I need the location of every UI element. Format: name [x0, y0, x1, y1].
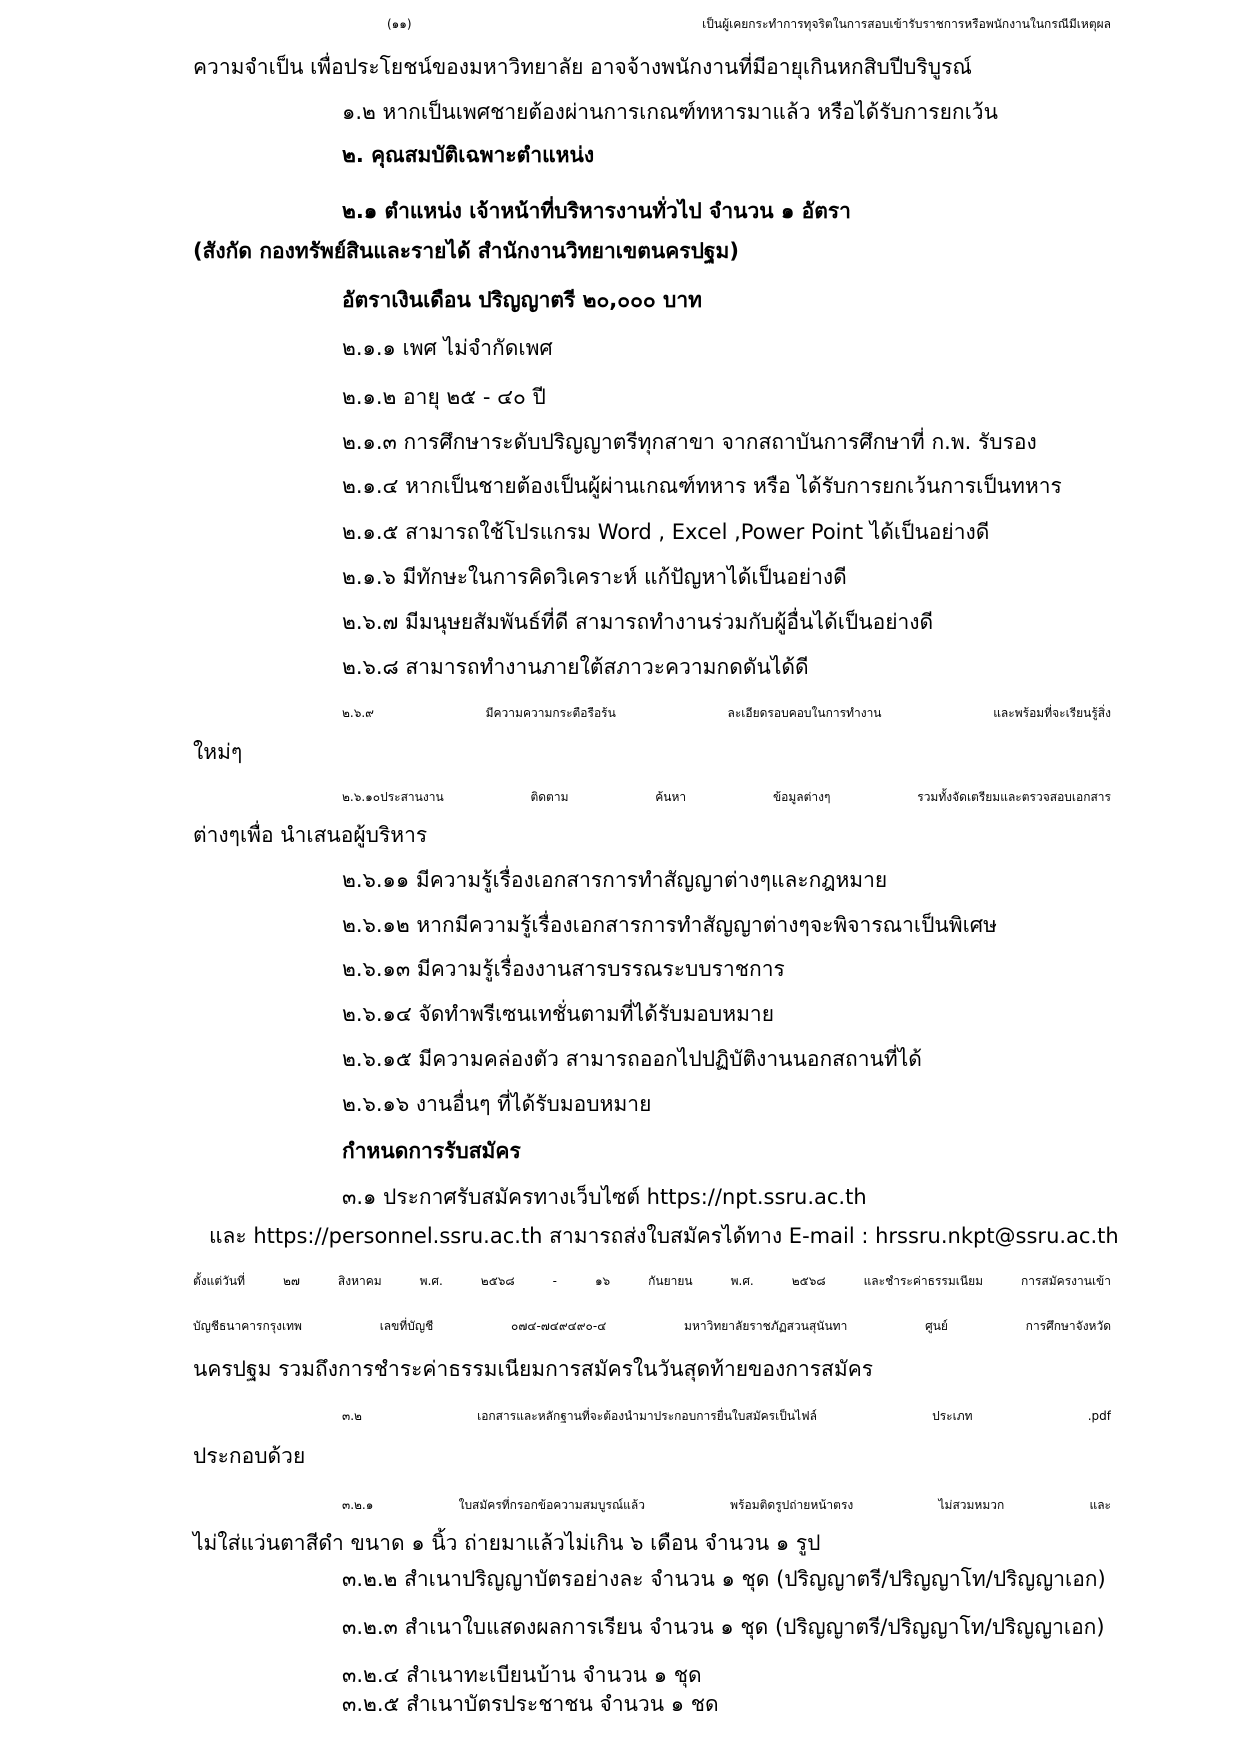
list-item: ๒.๑.๕ สามารถใช้โปรแกรม Word , Excel ,Power Point ได้เป็นอย่างดี — [342, 520, 990, 544]
paragraph-line: ตั้งแต่วันที่ ๒๗ สิงหาคม พ.ศ. ๒๕๖๘ - ๑๖ กันยายน พ.ศ. ๒๕๖๘ และชำระค่าธรรมเนียม การสมัครงานเข้า — [193, 1274, 1111, 1288]
salary-line: อัตราเงินเดือน ปริญญาตรี ๒๐,๐๐๐ บาท — [342, 288, 702, 312]
list-item: ๒.๑.๒ อายุ ๒๕ - ๔๐ ปี — [342, 385, 546, 409]
list-item: ๓.๒.๑ ใบสมัครที่กรอกข้อความสมบูรณ์แล้ว พร้อมติดรูปถ่ายหน้าตรง ไม่สวมหมวก และ — [342, 1498, 1111, 1512]
paragraph-line: บัญชีธนาคารกรุงเทพ เลขที่บัญชี ๐๗๔-๗๔๙๔๙๐-๔ มหาวิทยาลัยราชภัฏสวนสุนันทา ศูนย์ การศึกษาจังหวัด — [193, 1319, 1111, 1333]
list-item: ๒.๑.๑ เพศ ไม่จำกัดเพศ — [342, 336, 553, 360]
paragraph-line: และ https://personnel.ssru.ac.th สามารถส่งใบสมัครได้ทาง E-mail : hrssru.nkpt@ssru.ac.th — [209, 1224, 1119, 1248]
list-item: ๒.๖.๑๖ งานอื่นๆ ที่ได้รับมอบหมาย — [342, 1092, 652, 1116]
list-item-continuation: ประกอบด้วย — [193, 1444, 306, 1468]
section-heading: ๒. คุณสมบัติเฉพาะตำแหน่ง — [342, 143, 595, 167]
position-heading: ๒.๑ ตำแหน่ง เจ้าหน้าที่บริหารงานทั่วไป จำนวน ๑ อัตรา — [342, 199, 851, 223]
list-item: ๒.๑.๔ หากเป็นชายต้องเป็นผู้ผ่านเกณฑ์ทหาร หรือ ได้รับการยกเว้นการเป็นทหาร — [342, 474, 1062, 498]
list-item: ๓.๑ ประกาศรับสมัครทางเว็บไซต์ https://npt.ssru.ac.th — [342, 1185, 867, 1209]
list-item: ๒.๖.๑๑ มีความรู้เรื่องเอกสารการทำสัญญาต่างๆและกฎหมาย — [342, 868, 888, 892]
list-item: ๓.๒.๓ สำเนาใบแสดงผลการเรียน จำนวน ๑ ชุด (ปริญญาตรี/ปริญญาโท/ปริญญาเอก) — [342, 1615, 1105, 1639]
list-item-continuation: ใหม่ๆ — [193, 740, 243, 764]
paragraph-line: ความจำเป็น เพื่อประโยชน์ของมหาวิทยาลัย อาจจ้างพนักงานที่มีอายุเกินหกสิบปีบริบูรณ์ — [193, 55, 972, 79]
list-item: ๒.๖.๗ มีมนุษยสัมพันธ์ที่ดี สามารถทำงานร่วมกับผู้อื่นได้เป็นอย่างดี — [342, 610, 934, 634]
list-item: ๒.๑.๖ มีทักษะในการคิดวิเคราะห์ แก้ปัญหาได้เป็นอย่างดี — [342, 565, 847, 589]
list-item: ๓.๒.๕ สำเนาบัตรประชาชน จำนวน ๑ ชด — [342, 1692, 719, 1716]
list-item: ๑.๒ หากเป็นเพศชายต้องผ่านการเกณฑ์ทหารมาแล้ว หรือได้รับการยกเว้น — [342, 100, 998, 124]
list-item: ๒.๖.๘ สามารถทำงานภายใต้สภาวะความกดดันได้ดี — [342, 655, 809, 679]
list-item: ๓.๒.๒ สำเนาปริญญาบัตรอย่างละ จำนวน ๑ ชุด (ปริญญาตรี/ปริญญาโท/ปริญญาเอก) — [342, 1567, 1106, 1591]
affiliation-line: (สังกัด กองทรัพย์สินและรายได้ สำนักงานวิทยาเขตนครปฐม) — [193, 239, 739, 263]
paragraph-line: (๑๑) เป็นผู้เคยกระทำการทุจริตในการสอบเข้ารับราชการหรือพนักงานในกรณีมีเหตุผล — [387, 17, 1111, 31]
list-item: ๒.๖.๑๐ประสานงาน ติดตาม ค้นหา ข้อมูลต่างๆ รวมทั้งจัดเตรียมและตรวจสอบเอกสาร — [342, 790, 1111, 804]
list-item-continuation: ต่างๆเพื่อ นำเสนอผู้บริหาร — [193, 823, 428, 847]
list-item: ๒.๑.๓ การศึกษาระดับปริญญาตรีทุกสาขา จากสถาบันการศึกษาที่ ก.พ. รับรอง — [342, 430, 1037, 454]
list-item-continuation: ไม่ใส่แว่นตาสีดำ ขนาด ๑ นิ้ว ถ่ายมาแล้วไม่เกิน ๖ เดือน จำนวน ๑ รูป — [193, 1531, 821, 1555]
list-item: ๒.๖.๑๒ หากมีความรู้เรื่องเอกสารการทำสัญญาต่างๆจะพิจารณาเป็นพิเศษ — [342, 913, 997, 937]
list-item: ๓.๒.๔ สำเนาทะเบียนบ้าน จำนวน ๑ ชุด — [342, 1663, 702, 1687]
section-heading: กำหนดการรับสมัคร — [342, 1139, 521, 1163]
list-item: ๒.๖.๑๔ จัดทำพรีเซนเทชั่นตามที่ได้รับมอบหมาย — [342, 1002, 775, 1026]
paragraph-line: นครปฐม รวมถึงการชำระค่าธรรมเนียมการสมัครในวันสุดท้ายของการสมัคร — [193, 1357, 874, 1381]
list-item: ๒.๖.๙ มีความความกระตือรือร้น ละเอียดรอบคอบในการทำงาน และพร้อมที่จะเรียนรู้สิ่ง — [342, 706, 1111, 720]
list-item: ๒.๖.๑๕ มีความคล่องตัว สามารถออกไปปฏิบัติงานนอกสถานที่ได้ — [342, 1047, 922, 1071]
list-item: ๓.๒ เอกสารและหลักฐานที่จะต้องนำมาประกอบการยื่นใบสมัครเป็นไฟล์ ประเภท .pdf — [342, 1409, 1111, 1423]
list-item: ๒.๖.๑๓ มีความรู้เรื่องงานสารบรรณระบบราชการ — [342, 957, 785, 981]
